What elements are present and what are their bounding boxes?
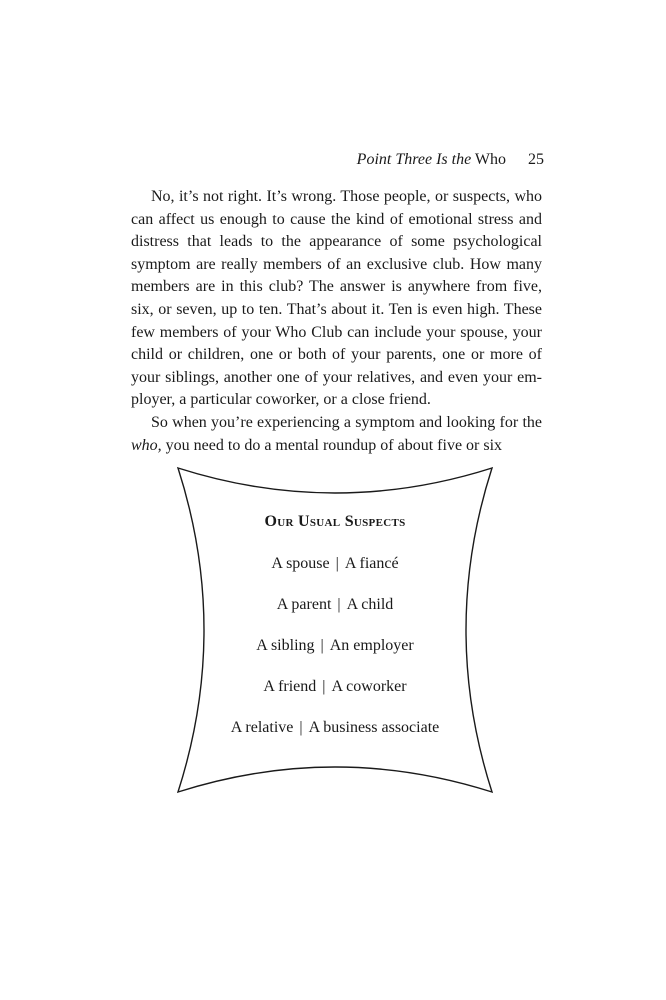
running-head-title-word: Who: [474, 151, 506, 168]
paragraph: [131, 412, 542, 457]
suspect-item: An employer: [329, 637, 414, 654]
suspect-row: [170, 554, 500, 595]
suspect-item: A parent: [276, 596, 332, 613]
suspect-list: [170, 554, 500, 759]
suspect-item: A coworker: [331, 678, 407, 695]
separator: |: [322, 678, 326, 695]
paragraph-text: So when you’re experiencing a symptom and looking for the: [151, 413, 542, 431]
body-text: [131, 186, 542, 457]
separator: |: [337, 596, 341, 613]
suspect-row: [170, 677, 500, 718]
suspect-item: A friend: [263, 678, 317, 695]
emphasis-text: who,: [131, 436, 162, 454]
suspect-row: [170, 636, 500, 677]
separator: |: [299, 719, 303, 736]
suspect-item: A business associate: [308, 719, 440, 736]
suspect-item: A spouse: [271, 555, 330, 572]
suspect-row: [170, 718, 500, 759]
paragraph: No, it’s not right. It’s wrong. Those people, or suspects, who can affect us enough to cause the kind of emotional stress and distress that leads to the appearance of some psychological symptom are really members of an exclusive club. How many members are in this club? The answer is anywhere from five, six, or seven, up to ten. That’s about it. Ten is even high. These few members of your Who Club can include your spouse, your child or children, one or both of your parents, one or more of your siblings, another one of your relatives, and even your em-ployer, a particular coworker, or a close friend.: [131, 188, 542, 409]
suspect-item: A sibling: [256, 637, 315, 654]
suspect-item: A fiancé: [344, 555, 399, 572]
running-head-title: Point Three Is the: [356, 151, 472, 168]
suspect-item: A child: [346, 596, 394, 613]
running-head: [357, 150, 544, 170]
suspect-item: A relative: [230, 719, 294, 736]
separator: |: [320, 637, 324, 654]
page-number: 25: [528, 151, 544, 168]
suspect-row: [170, 595, 500, 636]
separator: |: [335, 555, 339, 572]
paragraph-text: you need to do a mental roundup of about five or six: [165, 436, 503, 454]
suspects-sidebar-box: [170, 460, 500, 800]
box-title: Our Usual Suspects: [264, 513, 406, 530]
